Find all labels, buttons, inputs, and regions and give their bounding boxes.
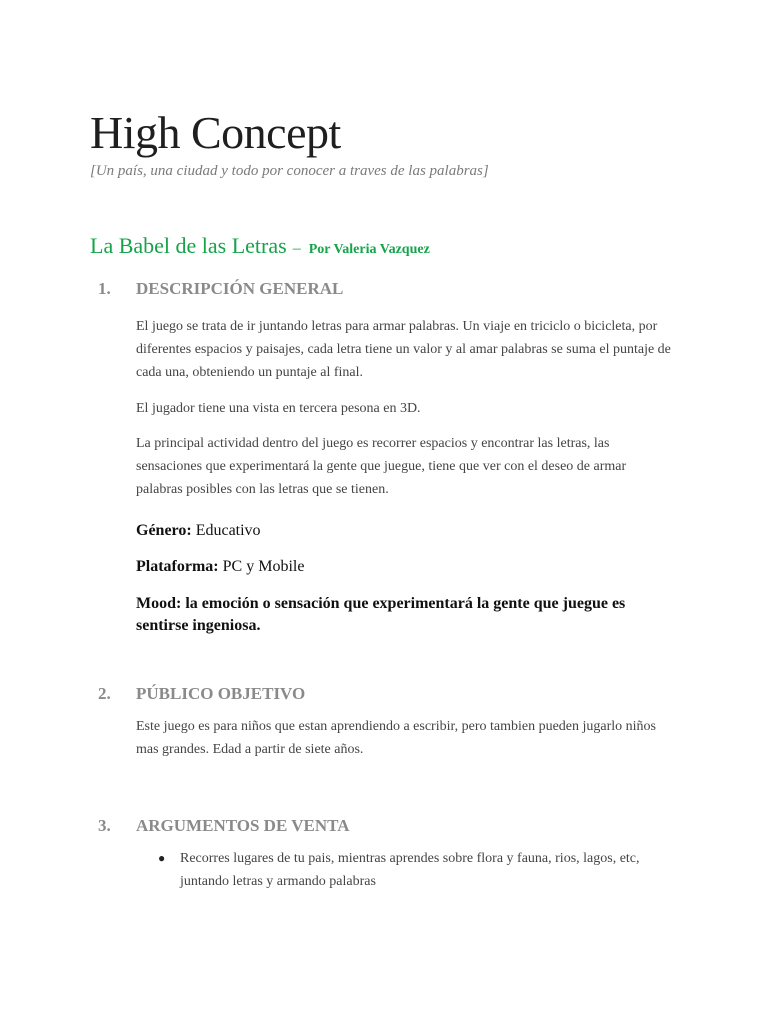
field-value: PC y Mobile xyxy=(222,558,305,575)
field-value: Educativo xyxy=(195,522,261,539)
field-label: Género: xyxy=(136,522,192,539)
field-label: Plataforma: xyxy=(136,558,219,575)
section-title: PÚBLICO OBJETIVO xyxy=(136,684,306,703)
mood-field xyxy=(136,593,676,637)
paragraph: El juego se trata de ir juntando letras para armar palabras. Un viaje en triciclo o bicicleta, por diferentes espacios y paisajes, cada letra tiene un valor y al amar palabras se suma el puntaje de cada una, obteniendo un puntaje al final. xyxy=(136,319,671,380)
platform-field xyxy=(136,556,676,578)
paragraph: La principal actividad dentro del juego es recorrer espacios y encontrar las letras, las sensaciones que experimentará la gente que juegue, tiene que ver con el deseo de armar palabras posibles con las letras que se tienen. xyxy=(136,436,627,497)
section-number: 1. xyxy=(98,279,111,298)
list-item-text: Recorres lugares de tu pais, mientras aprendes sobre flora y fauna, rios, lagos, etc, juntando letras y armando palabras xyxy=(180,851,640,889)
field-label: Mood: xyxy=(136,595,182,612)
genre-field xyxy=(136,520,676,542)
title-separator: – xyxy=(292,240,301,257)
page-title: High Concept xyxy=(90,107,341,158)
section-heading-argumentos xyxy=(98,816,349,836)
game-title: La Babel de las Letras xyxy=(90,233,287,258)
field-value: la emoción o sensación que experimentará la gente que juegue es sentirse ingeniosa. xyxy=(136,595,626,634)
section-heading-publico xyxy=(98,684,305,704)
bullet-icon: ● xyxy=(158,851,166,865)
section-number: 3. xyxy=(98,816,111,835)
section-title: DESCRIPCIÓN GENERAL xyxy=(136,279,344,298)
section-heading-descripcion xyxy=(98,279,343,299)
paragraph: El jugador tiene una vista en tercera pesona en 3D. xyxy=(136,401,421,416)
section-number: 2. xyxy=(98,684,111,703)
section-title: ARGUMENTOS DE VENTA xyxy=(136,816,350,835)
paragraph: Este juego es para niños que estan aprendiendo a escribir, pero tambien pueden jugarlo niños mas grandes. Edad a partir de siete años. xyxy=(136,719,656,757)
author-byline: Por Valeria Vazquez xyxy=(308,242,430,257)
list-item xyxy=(158,847,678,893)
page-subtitle: [Un país, una ciudad y todo por conocer a traves de las palabras] xyxy=(90,163,489,179)
game-title-row xyxy=(90,233,430,259)
